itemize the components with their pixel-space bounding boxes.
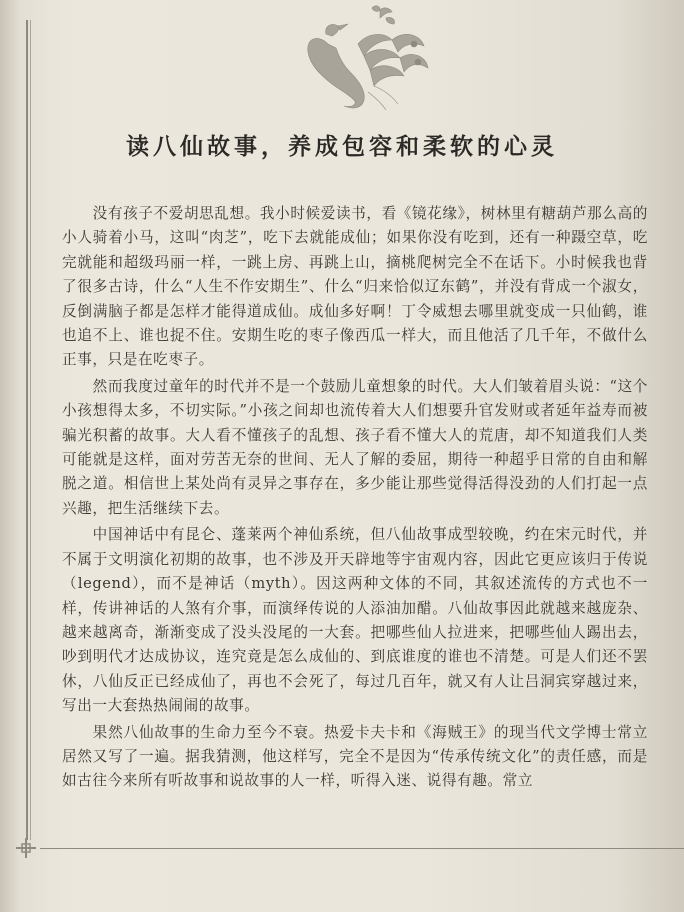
phoenix-emblem-icon: [288, 4, 438, 114]
article-title: 读八仙故事，养成包容和柔软的心灵: [126, 134, 558, 160]
paragraph-1: 没有孩子不爱胡思乱想。我小时候爱读书，看《镜花缘》，树林里有糖葫芦那么高的小人骑着小马，这叫“肉芝”，吃下去就能成仙；如果你没有吃到，还有一种蹑空草，吃完就能和超级玛丽一样，一跳上房、再跳上山，摘桃爬树完全不在话下。小时候我也背了很多古诗，什么“人生不作安期生”、什么“归来恰似辽东鹤”，并没有背成一个淑女，反倒满脑子都是怎样才能得道成仙。成仙多好啊！丁令威想去哪里就变成一只仙鹤，谁也追不上、谁也捉不住。安期生吃的枣子像西瓜一样大，而且他活了几千年，不做什么正事，只是在吃枣子。: [62, 205, 648, 369]
corner-ornament-icon: [14, 836, 38, 860]
page-border-bottom: [40, 848, 684, 849]
article-body: [62, 202, 648, 794]
paragraph-3: 中国神话中有昆仑、蓬莱两个神仙系统，但八仙故事成型较晚，约在宋元时代，并不属于文明演化初期的故事，也不涉及开天辟地等宇宙观内容，因此它更应该归于传说（legend），而不是神话（myth）。因这两种文体的不同，其叙述流传的方式也不一样，传讲神话的人煞有介事，而演绎传说的人添油加醋。八仙故事因此就越来越庞杂、越来越离奇，渐渐变成了没头没尾的一大套。把哪些仙人拉进来，把哪些仙人踢出去，吵到明代才达成协议，连究竟是怎么成仙的、到底谁度的谁也不清楚。可是人们还不罢休，八仙反正已经成仙了，再也不会死了，每过几百年，就又有人让吕洞宾穿越过来，写出一大套热热闹闹的故事。: [62, 526, 648, 715]
paragraph-4: 果然八仙故事的生命力至今不衰。热爱卡夫卡和《海贼王》的现当代文学博士常立居然又写了一遍。据我猜测，他这样写，完全不是因为“传承传统文化”的责任感，而是如古往今来所有听故事和说故事的人一样，听得入迷、说得有趣。常立: [62, 723, 648, 790]
paragraph-2: 然而我度过童年的时代并不是一个鼓励儿童想象的时代。大人们皱着眉头说：“这个小孩想得太多，不切实际。”小孩之间却也流传着大人们想要升官发财或者延年益寿而被骗光积蓄的故事。大人看不懂孩子的乱想、孩子看不懂大人的荒唐，却不知道我们人类可能就是这样，面对劳苦无奈的世间、无人了解的委屈，期待一种超乎日常的自由和解脱之道。相信世上某处尚有灵异之事存在，多少能让那些觉得活得没劲的人们打起一点兴趣，把生活继续下去。: [62, 377, 648, 517]
